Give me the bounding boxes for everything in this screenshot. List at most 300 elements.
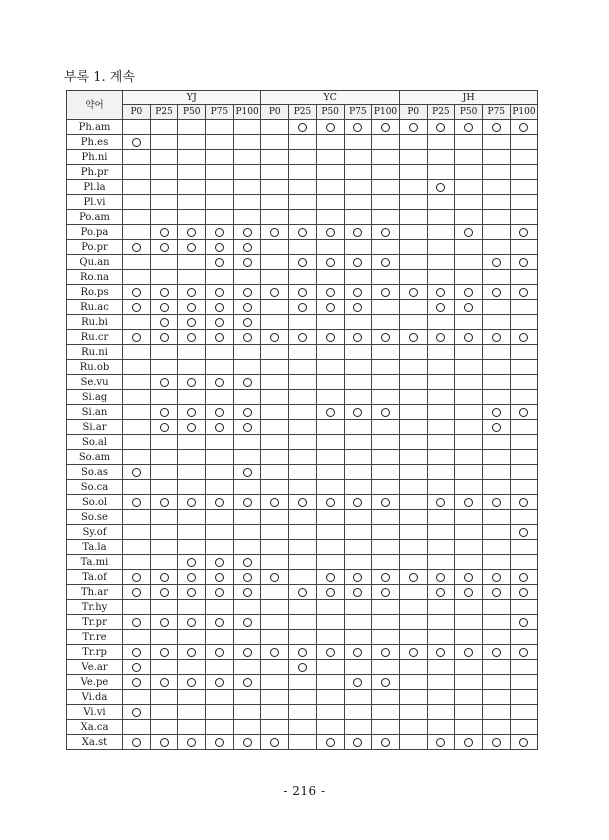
presence-cell xyxy=(482,390,510,405)
presence-cell xyxy=(316,165,344,180)
presence-cell xyxy=(510,420,538,435)
presence-cell xyxy=(510,585,538,600)
presence-cell xyxy=(482,615,510,630)
presence-cell xyxy=(455,735,483,750)
presence-cell xyxy=(233,360,261,375)
presence-cell xyxy=(123,360,151,375)
table-row xyxy=(67,510,538,525)
presence-cell xyxy=(344,405,372,420)
presence-cell xyxy=(261,180,289,195)
presence-circle-icon xyxy=(464,303,473,312)
presence-circle-icon xyxy=(326,408,335,417)
presence-circle-icon xyxy=(160,738,169,747)
table-row xyxy=(67,330,538,345)
presence-cell xyxy=(261,285,289,300)
presence-cell xyxy=(372,690,400,705)
presence-cell xyxy=(344,735,372,750)
presence-cell xyxy=(289,405,317,420)
presence-cell xyxy=(123,480,151,495)
presence-cell xyxy=(372,150,400,165)
presence-cell xyxy=(455,240,483,255)
presence-cell xyxy=(427,570,455,585)
presence-cell xyxy=(399,435,427,450)
presence-cell xyxy=(427,360,455,375)
presence-cell xyxy=(482,555,510,570)
presence-cell xyxy=(399,240,427,255)
presence-circle-icon xyxy=(187,288,196,297)
presence-cell xyxy=(206,510,234,525)
presence-cell xyxy=(482,600,510,615)
presence-circle-icon xyxy=(353,573,362,582)
presence-cell xyxy=(510,330,538,345)
presence-cell xyxy=(233,135,261,150)
presence-cell xyxy=(455,285,483,300)
presence-cell xyxy=(206,420,234,435)
presence-circle-icon xyxy=(298,288,307,297)
presence-cell xyxy=(123,300,151,315)
presence-cell xyxy=(289,360,317,375)
presence-cell xyxy=(150,150,178,165)
presence-cell xyxy=(289,165,317,180)
presence-circle-icon xyxy=(132,288,141,297)
presence-circle-icon xyxy=(270,738,279,747)
presence-cell xyxy=(261,525,289,540)
presence-cell xyxy=(482,285,510,300)
presence-circle-icon xyxy=(243,378,252,387)
presence-cell xyxy=(123,435,151,450)
presence-cell xyxy=(178,660,206,675)
presence-cell xyxy=(233,150,261,165)
presence-cell xyxy=(150,255,178,270)
presence-circle-icon xyxy=(215,738,224,747)
species-abbr: Se.vu xyxy=(67,375,123,390)
presence-cell xyxy=(289,315,317,330)
presence-cell xyxy=(289,675,317,690)
presence-circle-icon xyxy=(353,678,362,687)
presence-cell xyxy=(316,120,344,135)
presence-cell xyxy=(344,135,372,150)
presence-cell xyxy=(344,570,372,585)
presence-circle-icon xyxy=(464,498,473,507)
presence-cell xyxy=(206,555,234,570)
table-row xyxy=(67,645,538,660)
presence-cell xyxy=(206,165,234,180)
presence-circle-icon xyxy=(243,468,252,477)
presence-circle-icon xyxy=(436,648,445,657)
presence-cell xyxy=(316,675,344,690)
presence-cell xyxy=(482,180,510,195)
presence-cell xyxy=(150,120,178,135)
presence-cell xyxy=(344,630,372,645)
presence-cell xyxy=(178,690,206,705)
presence-circle-icon xyxy=(187,378,196,387)
presence-cell xyxy=(399,675,427,690)
presence-cell xyxy=(344,720,372,735)
presence-circle-icon xyxy=(326,228,335,237)
presence-cell xyxy=(482,420,510,435)
species-abbr: Si.an xyxy=(67,405,123,420)
presence-cell xyxy=(233,630,261,645)
subcolumn-header: P0 xyxy=(123,105,151,120)
presence-cell xyxy=(510,165,538,180)
presence-cell xyxy=(206,585,234,600)
presence-cell xyxy=(206,180,234,195)
species-abbr: Xa.ca xyxy=(67,720,123,735)
presence-cell xyxy=(399,735,427,750)
presence-cell xyxy=(289,480,317,495)
presence-cell xyxy=(427,630,455,645)
presence-cell xyxy=(206,615,234,630)
presence-circle-icon xyxy=(298,588,307,597)
presence-cell xyxy=(482,450,510,465)
presence-cell xyxy=(427,240,455,255)
presence-cell xyxy=(399,270,427,285)
presence-cell xyxy=(261,480,289,495)
presence-circle-icon xyxy=(464,333,473,342)
presence-cell xyxy=(372,735,400,750)
presence-circle-icon xyxy=(270,648,279,657)
presence-cell xyxy=(178,270,206,285)
presence-circle-icon xyxy=(132,243,141,252)
presence-circle-icon xyxy=(409,333,418,342)
presence-circle-icon xyxy=(187,318,196,327)
presence-cell xyxy=(510,510,538,525)
species-abbr: So.am xyxy=(67,450,123,465)
presence-circle-icon xyxy=(492,123,501,132)
presence-cell xyxy=(206,255,234,270)
presence-cell xyxy=(399,195,427,210)
presence-circle-icon xyxy=(243,288,252,297)
presence-cell xyxy=(316,180,344,195)
presence-circle-icon xyxy=(215,558,224,567)
presence-cell xyxy=(399,135,427,150)
presence-cell xyxy=(233,345,261,360)
presence-circle-icon xyxy=(519,123,528,132)
presence-circle-icon xyxy=(160,333,169,342)
presence-cell xyxy=(316,195,344,210)
presence-circle-icon xyxy=(160,408,169,417)
presence-cell xyxy=(482,735,510,750)
presence-cell xyxy=(206,645,234,660)
presence-cell xyxy=(399,600,427,615)
presence-cell xyxy=(344,615,372,630)
presence-cell xyxy=(150,570,178,585)
presence-cell xyxy=(289,345,317,360)
table-row xyxy=(67,705,538,720)
presence-cell xyxy=(206,540,234,555)
presence-cell xyxy=(427,600,455,615)
presence-cell xyxy=(372,645,400,660)
presence-cell xyxy=(123,585,151,600)
presence-circle-icon xyxy=(381,408,390,417)
presence-cell xyxy=(123,540,151,555)
presence-circle-icon xyxy=(160,573,169,582)
presence-cell xyxy=(206,450,234,465)
presence-cell xyxy=(206,525,234,540)
presence-cell xyxy=(178,630,206,645)
presence-cell xyxy=(178,120,206,135)
presence-circle-icon xyxy=(187,558,196,567)
presence-cell xyxy=(482,150,510,165)
presence-cell xyxy=(399,390,427,405)
presence-cell xyxy=(123,735,151,750)
species-abbr: Vi.da xyxy=(67,690,123,705)
presence-cell xyxy=(178,705,206,720)
presence-cell xyxy=(372,555,400,570)
presence-cell xyxy=(178,315,206,330)
presence-cell xyxy=(316,375,344,390)
presence-cell xyxy=(427,495,455,510)
presence-cell xyxy=(399,120,427,135)
species-abbr: Po.pr xyxy=(67,240,123,255)
presence-circle-icon xyxy=(215,678,224,687)
presence-cell xyxy=(455,225,483,240)
subcolumn-header: P25 xyxy=(289,105,317,120)
presence-cell xyxy=(123,210,151,225)
presence-cell xyxy=(427,270,455,285)
presence-cell xyxy=(510,375,538,390)
presence-cell xyxy=(427,255,455,270)
presence-cell xyxy=(455,480,483,495)
table-row xyxy=(67,270,538,285)
presence-cell xyxy=(372,450,400,465)
presence-cell xyxy=(178,390,206,405)
presence-cell xyxy=(123,120,151,135)
presence-circle-icon xyxy=(270,333,279,342)
presence-cell xyxy=(233,465,261,480)
presence-cell xyxy=(150,540,178,555)
presence-cell xyxy=(233,390,261,405)
presence-cell xyxy=(510,480,538,495)
presence-circle-icon xyxy=(160,318,169,327)
subcolumn-header: P0 xyxy=(399,105,427,120)
presence-circle-icon xyxy=(492,648,501,657)
presence-cell xyxy=(510,360,538,375)
presence-circle-icon xyxy=(298,258,307,267)
presence-cell xyxy=(206,375,234,390)
presence-circle-icon xyxy=(132,333,141,342)
presence-circle-icon xyxy=(519,618,528,627)
presence-circle-icon xyxy=(187,333,196,342)
presence-circle-icon xyxy=(381,678,390,687)
presence-circle-icon xyxy=(464,648,473,657)
presence-cell xyxy=(372,435,400,450)
presence-circle-icon xyxy=(243,303,252,312)
presence-circle-icon xyxy=(326,288,335,297)
presence-circle-icon xyxy=(492,738,501,747)
presence-cell xyxy=(289,555,317,570)
species-abbr: Tr.pr xyxy=(67,615,123,630)
presence-cell xyxy=(427,135,455,150)
presence-cell xyxy=(427,675,455,690)
table-row xyxy=(67,480,538,495)
presence-cell xyxy=(510,210,538,225)
presence-circle-icon xyxy=(215,588,224,597)
presence-circle-icon xyxy=(187,738,196,747)
presence-cell xyxy=(178,495,206,510)
presence-cell xyxy=(316,270,344,285)
presence-cell xyxy=(455,300,483,315)
presence-cell xyxy=(261,135,289,150)
presence-cell xyxy=(261,705,289,720)
presence-cell xyxy=(344,285,372,300)
presence-cell xyxy=(289,630,317,645)
species-abbr: So.se xyxy=(67,510,123,525)
presence-cell xyxy=(455,705,483,720)
presence-cell xyxy=(399,510,427,525)
presence-circle-icon xyxy=(519,288,528,297)
presence-cell xyxy=(123,570,151,585)
presence-cell xyxy=(233,720,261,735)
presence-cell xyxy=(233,240,261,255)
presence-circle-icon xyxy=(187,588,196,597)
presence-circle-icon xyxy=(436,333,445,342)
presence-cell xyxy=(178,720,206,735)
presence-cell xyxy=(344,465,372,480)
presence-circle-icon xyxy=(519,738,528,747)
presence-circle-icon xyxy=(326,738,335,747)
presence-cell xyxy=(316,435,344,450)
presence-cell xyxy=(427,330,455,345)
presence-circle-icon xyxy=(215,243,224,252)
presence-cell xyxy=(123,630,151,645)
species-abbr: Pl.la xyxy=(67,180,123,195)
presence-circle-icon xyxy=(243,588,252,597)
presence-circle-icon xyxy=(243,258,252,267)
table-row xyxy=(67,285,538,300)
presence-cell xyxy=(455,630,483,645)
presence-cell xyxy=(316,660,344,675)
presence-cell xyxy=(289,300,317,315)
presence-cell xyxy=(233,255,261,270)
presence-cell xyxy=(150,615,178,630)
presence-cell xyxy=(482,525,510,540)
presence-circle-icon xyxy=(326,588,335,597)
presence-cell xyxy=(261,630,289,645)
presence-cell xyxy=(455,675,483,690)
presence-cell xyxy=(399,300,427,315)
presence-cell xyxy=(123,270,151,285)
presence-cell xyxy=(455,555,483,570)
presence-cell xyxy=(482,495,510,510)
presence-cell xyxy=(399,690,427,705)
presence-circle-icon xyxy=(160,378,169,387)
presence-cell xyxy=(455,270,483,285)
presence-cell xyxy=(427,435,455,450)
presence-cell xyxy=(344,345,372,360)
presence-cell xyxy=(233,645,261,660)
presence-cell xyxy=(150,405,178,420)
presence-cell xyxy=(316,390,344,405)
presence-cell xyxy=(316,360,344,375)
presence-circle-icon xyxy=(381,573,390,582)
presence-cell xyxy=(261,420,289,435)
presence-cell xyxy=(316,705,344,720)
presence-cell xyxy=(455,195,483,210)
presence-circle-icon xyxy=(160,498,169,507)
subcolumn-header: P100 xyxy=(372,105,400,120)
presence-cell xyxy=(150,390,178,405)
presence-circle-icon xyxy=(519,498,528,507)
presence-cell xyxy=(455,180,483,195)
presence-cell xyxy=(482,210,510,225)
presence-circle-icon xyxy=(132,708,141,717)
presence-cell xyxy=(344,180,372,195)
presence-cell xyxy=(289,255,317,270)
subcolumn-header: P100 xyxy=(233,105,261,120)
presence-cell xyxy=(372,720,400,735)
presence-cell xyxy=(372,495,400,510)
presence-cell xyxy=(233,540,261,555)
presence-cell xyxy=(316,630,344,645)
presence-circle-icon xyxy=(381,498,390,507)
presence-cell xyxy=(178,675,206,690)
presence-cell xyxy=(123,675,151,690)
presence-cell xyxy=(316,315,344,330)
presence-cell xyxy=(206,240,234,255)
presence-circle-icon xyxy=(492,573,501,582)
presence-cell xyxy=(427,690,455,705)
presence-cell xyxy=(372,540,400,555)
presence-circle-icon xyxy=(464,573,473,582)
table-row xyxy=(67,600,538,615)
presence-cell xyxy=(261,675,289,690)
presence-cell xyxy=(206,480,234,495)
presence-cell xyxy=(261,555,289,570)
table-row xyxy=(67,255,538,270)
presence-cell xyxy=(510,465,538,480)
presence-circle-icon xyxy=(187,618,196,627)
presence-circle-icon xyxy=(160,243,169,252)
species-abbr: Qu.an xyxy=(67,255,123,270)
species-abbr: Ro.na xyxy=(67,270,123,285)
group-header-yj: YJ xyxy=(123,91,261,105)
presence-cell xyxy=(150,240,178,255)
presence-cell xyxy=(178,615,206,630)
presence-cell xyxy=(289,420,317,435)
presence-circle-icon xyxy=(464,288,473,297)
presence-cell xyxy=(399,495,427,510)
presence-cell xyxy=(455,255,483,270)
presence-cell xyxy=(482,120,510,135)
presence-cell xyxy=(289,285,317,300)
presence-cell xyxy=(150,210,178,225)
presence-cell xyxy=(372,225,400,240)
species-abbr: Ph.am xyxy=(67,120,123,135)
presence-circle-icon xyxy=(492,258,501,267)
table-row xyxy=(67,735,538,750)
presence-circle-icon xyxy=(160,288,169,297)
presence-cell xyxy=(289,390,317,405)
presence-cell xyxy=(427,315,455,330)
table-row xyxy=(67,630,538,645)
presence-cell xyxy=(289,375,317,390)
presence-cell xyxy=(344,330,372,345)
presence-cell xyxy=(150,720,178,735)
presence-cell xyxy=(150,510,178,525)
species-abbr: Si.ag xyxy=(67,390,123,405)
presence-cell xyxy=(261,600,289,615)
subcolumn-header: P75 xyxy=(206,105,234,120)
presence-cell xyxy=(150,180,178,195)
presence-cell xyxy=(206,135,234,150)
presence-cell xyxy=(261,315,289,330)
presence-circle-icon xyxy=(326,648,335,657)
presence-cell xyxy=(289,270,317,285)
presence-cell xyxy=(427,420,455,435)
presence-cell xyxy=(372,420,400,435)
presence-cell xyxy=(206,285,234,300)
